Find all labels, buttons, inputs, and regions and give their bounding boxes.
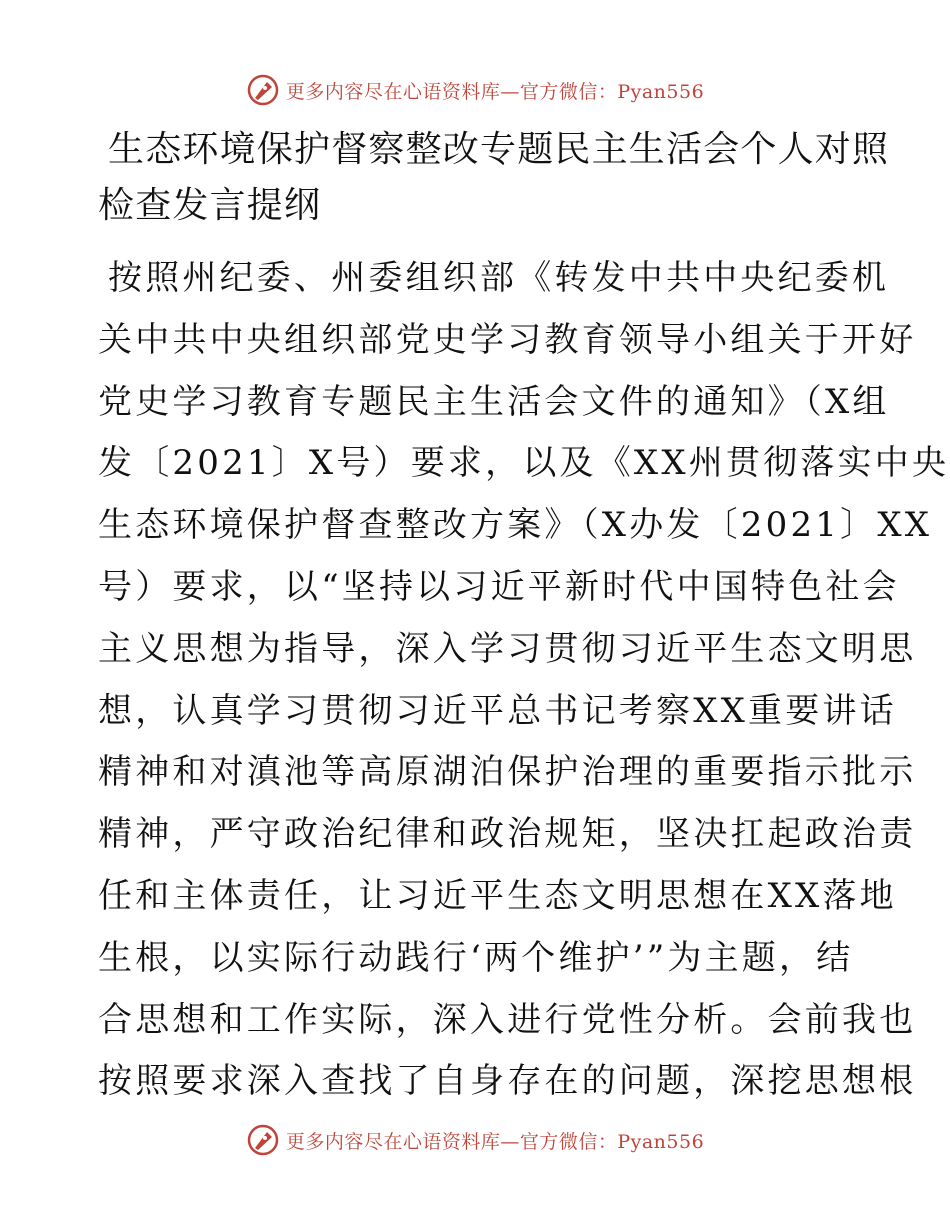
body-line: 按照州纪委、州委组织部《转发中共中央纪委机 — [108, 258, 890, 298]
document-body — [98, 248, 950, 1113]
document-title — [98, 122, 890, 234]
pen-nib-logo-icon — [246, 73, 280, 107]
watermark-header — [0, 72, 950, 108]
watermark-text: 更多内容尽在心语资料库—官方微信：Pyan556 — [285, 80, 705, 103]
body-line: 精神和对滇池等高原湖泊保护治理的重要指示批示 — [98, 752, 917, 793]
body-line: 任和主体责任，让习近平生态文明思想在XX落地 — [98, 875, 897, 916]
pen-nib-logo-icon — [246, 1123, 280, 1157]
body-line: 生根，以实际行动践行‘两个维护’”为主题，结 — [98, 937, 854, 978]
body-line: 党史学习教育专题民主生活会文件的通知》（X组 — [98, 381, 890, 422]
watermark-footer — [0, 1122, 950, 1158]
body-line: 合思想和工作实际，深入进行党性分析。会前我也 — [98, 999, 917, 1040]
body-line: 主义思想为指导，深入学习贯彻习近平生态文明思 — [98, 628, 917, 669]
body-line: 按照要求深入查找了自身存在的问题，深挖思想根 — [98, 1061, 917, 1102]
body-line: 精神，严守政治纪律和政治规矩，坚决扛起政治责 — [98, 814, 917, 855]
title-line: 生态环境保护督察整改专题民主生活会个人对照 — [108, 129, 890, 170]
body-line: 发〔2021〕X号）要求，以及《XX州贯彻落实中央 — [98, 443, 950, 484]
body-line: 想，认真学习贯彻习近平总书记考察XX重要讲话 — [98, 690, 897, 731]
body-line: 生态环境保护督查整改方案》（X办发〔2021〕XX — [98, 505, 933, 546]
watermark-text: 更多内容尽在心语资料库—官方微信：Pyan556 — [285, 1130, 705, 1153]
body-line: 关中共中央组织部党史学习教育领导小组关于开好 — [98, 319, 917, 360]
body-line: 号）要求，以“坚持以习近平新时代中国特色社会 — [98, 566, 900, 607]
title-line: 检查发言提纲 — [98, 185, 322, 226]
